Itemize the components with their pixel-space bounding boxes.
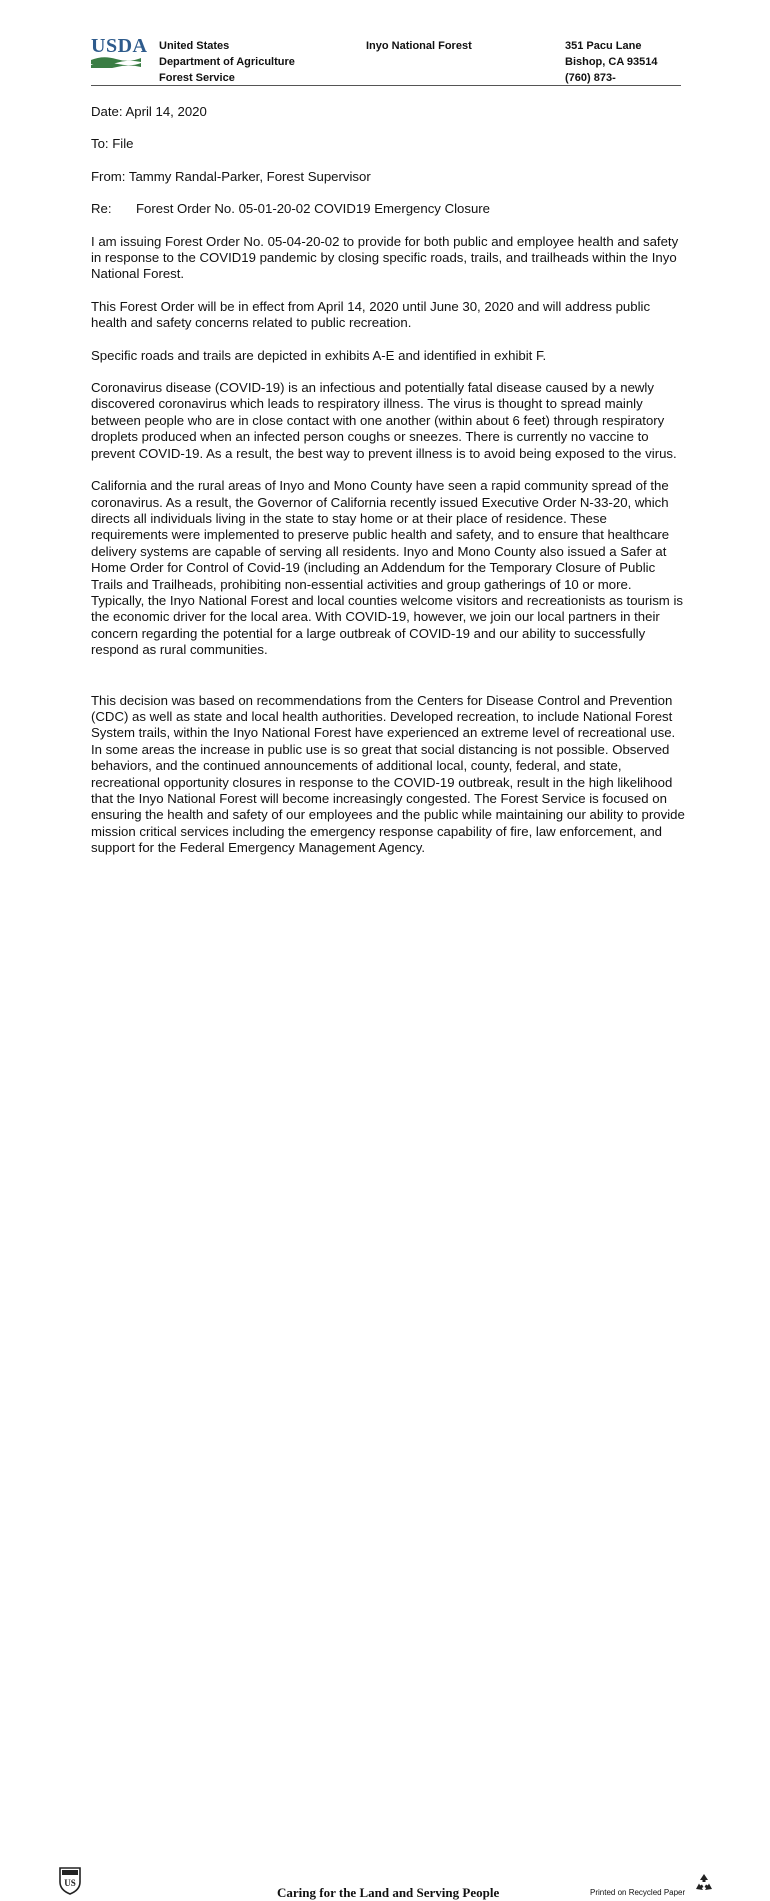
- page-footer: [0, 930, 770, 1900]
- shield-lettering: US: [64, 1878, 76, 1888]
- memo-from-value: Tammy Randal-Parker, Forest Supervisor: [128, 168, 371, 184]
- usda-logo: [91, 35, 148, 68]
- paragraph: California and the rural areas of Inyo and Mono County have seen a rapid community spread of the coronavirus. As a result, the Governor of California recently issued Executive Order N-33-20, which directs all individuals living in the state to stay home or at their place of residence. These requirements were implemented to preserve public health and safety, and to ensure that healthcare delivery systems are capable of serving all residents. Inyo and Mono County also issued a Safer at Home Order for Control of Covid-19 (including an Addendum for the Temporary Closure of Public Trails and Trailheads, prohibiting non-essential activities and group gatherings of 10 or more. Typically, the Inyo National Forest and local counties welcome visitors and recreationists as tourism is the economic driver for the local area. With COVID-19, however, we join our local partners in their concern regarding the potential for a large outbreak of COVID-19 and our ability to successfully respond as rural communities.: [91, 478, 683, 658]
- recycle-icon: [693, 1872, 715, 1894]
- agency-block: [159, 38, 295, 86]
- unit-block: [366, 38, 472, 54]
- paragraph: Coronavirus disease (COVID-19) is an infectious and potentially fatal disease caused by a newly discovered coronavirus which leads to respiratory illness. The virus is thought to spread mainly between people who are in close contact with one another (within about 6 feet) through respiratory droplets produced when an infected person coughs or sneezes. There is currently no vaccine to prevent COVID-19. As a result, the best way to prevent illness is to avoid being exposed to the virus.: [91, 380, 677, 461]
- letterhead-rule: [91, 85, 681, 86]
- unit-name: Inyo National Forest: [366, 40, 472, 52]
- memo-re: [91, 201, 685, 217]
- recycled-paper-note: Printed on Recycled Paper: [590, 1888, 686, 1897]
- paragraph: This Forest Order will be in effect from April 14, 2020 until June 30, 2020 and will address public health and safety concerns related to public recreation.: [91, 298, 651, 331]
- memo-from: [91, 169, 685, 185]
- usda-hills-icon: [91, 56, 141, 68]
- address-line: Bishop, CA 93514: [565, 56, 658, 68]
- address-line: 351 Pacu Lane: [565, 40, 642, 52]
- paragraph: Specific roads and trails are depicted in exhibits A-E and identified in exhibit F.: [91, 347, 547, 363]
- memo-to: To: File: [91, 136, 134, 152]
- paragraph: This decision was based on recommendations from the Centers for Disease Control and Prevention (CDC) as well as state and local health authorities. Developed recreation, to include National Forest System trails, within the Inyo National Forest have experienced an extreme level of recreational use. In some areas the increase in public use is so great that social distancing is not possible. Observed behaviors, and the continued announcements of additional local, county, federal, and state, recreational opportunity closures in response to the COVID-19 outbreak, result in the high likelihood that the Inyo National Forest will become increasingly congested. The Forest Service is focused on ensuring the health and safety of our employees and the public while maintaining our ability to provide mission critical services including the emergency response capability of fire, law enforcement, and support for the Federal Emergency Management Agency.: [91, 692, 685, 856]
- memo-from-label: From:: [91, 168, 126, 184]
- letterhead: [0, 0, 770, 90]
- paragraph: I am issuing Forest Order No. 05-04-20-02 to provide for both public and employee health and safety in response to the COVID19 pandemic by closing specific roads, trails, and trailheads within the Inyo National Forest.: [91, 233, 679, 282]
- usda-logo-text: USDA: [91, 35, 148, 57]
- memo-body: [91, 104, 685, 873]
- forest-service-shield-icon: [57, 1866, 83, 1896]
- agency-line: Department of Agriculture: [159, 56, 295, 68]
- memo-re-label: Re:: [91, 201, 112, 217]
- memo-re-value: Forest Order No. 05-01-20-02 COVID19 Emergency Closure: [136, 201, 491, 217]
- address-block: [565, 38, 658, 86]
- agency-line: Forest Service: [159, 72, 235, 84]
- address-line: (760) 873-: [565, 72, 616, 84]
- footer-motto: Caring for the Land and Serving People: [277, 1885, 500, 1900]
- agency-line: United States: [159, 40, 230, 52]
- memo-date: Date: April 14, 2020: [91, 104, 207, 119]
